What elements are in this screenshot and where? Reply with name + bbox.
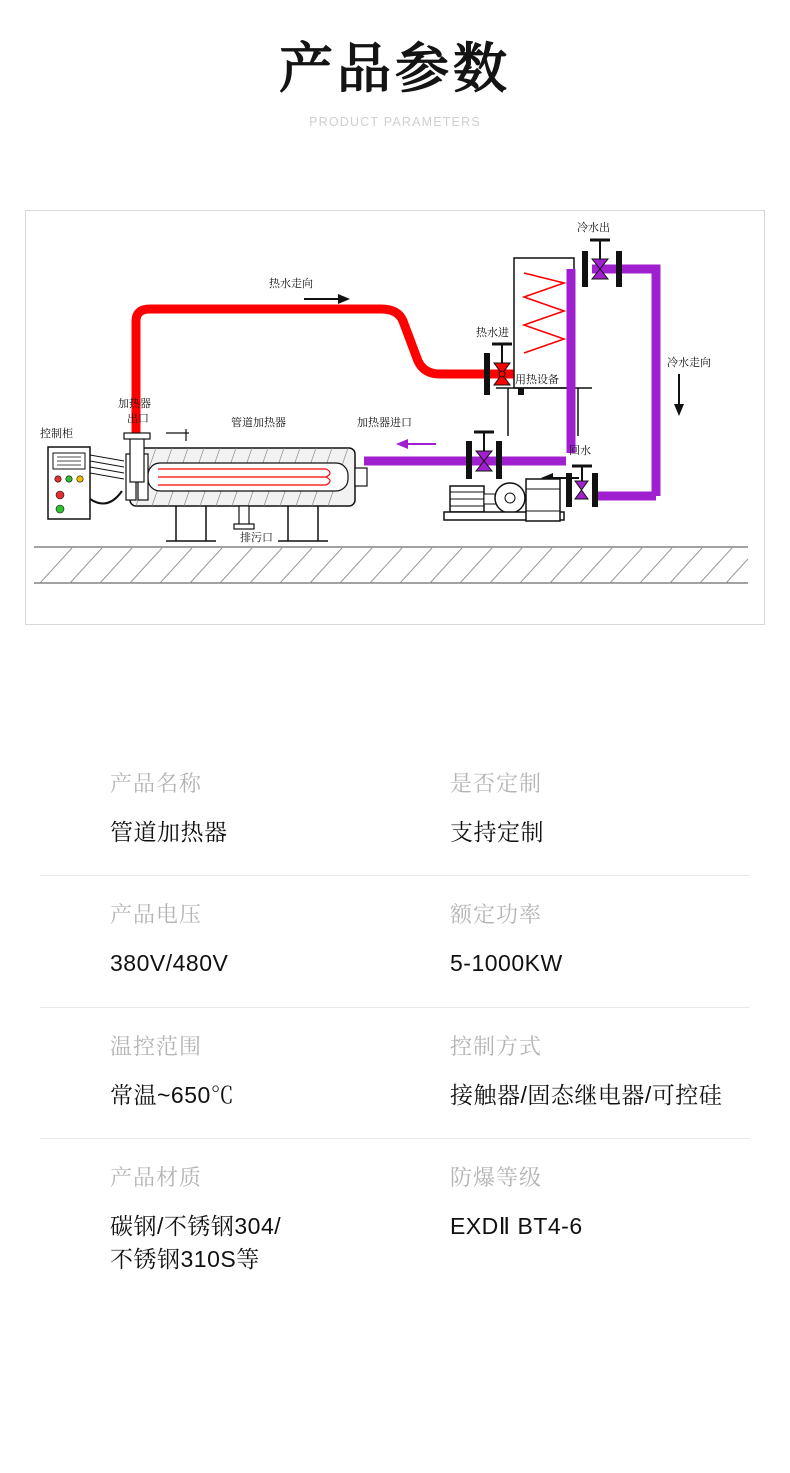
- hot-flow-arrow: [304, 294, 350, 304]
- spec-cell: [40, 1030, 395, 1112]
- pump-motor-assembly: [444, 479, 564, 521]
- system-diagram: [26, 211, 766, 624]
- spec-value: 管道加热器: [110, 819, 228, 845]
- cold-water-out-valve: [582, 240, 622, 287]
- table-row: [40, 1139, 750, 1303]
- product-spec-table: [40, 745, 750, 1303]
- cold-water-pipe: [571, 269, 656, 496]
- ground-hatch: [34, 547, 748, 583]
- return-valve: [566, 466, 598, 507]
- spec-label: 控制方式: [450, 1033, 543, 1059]
- spec-value: 支持定制: [450, 819, 544, 845]
- label-heater-outlet-line2: 出口: [127, 413, 149, 425]
- label-return-water: 回水: [569, 445, 591, 457]
- spec-cell: [40, 1161, 395, 1277]
- spec-label: 产品名称: [110, 771, 203, 796]
- spec-cell: [395, 1161, 750, 1277]
- heater-inlet-valve: [466, 432, 502, 479]
- spec-value: [110, 1210, 395, 1277]
- label-drain-outlet: 排污口: [240, 532, 273, 544]
- spec-cell: [40, 767, 395, 849]
- spec-label: 额定功率: [450, 902, 543, 928]
- label-control-cabinet: 控制柜: [40, 428, 73, 440]
- spec-label: 温控范围: [110, 1033, 203, 1059]
- label-hot-water-direction: 热水走向: [269, 278, 313, 290]
- pipeline-heater-vessel: [126, 448, 367, 541]
- table-row: [40, 876, 750, 1007]
- spec-cell: [395, 898, 750, 980]
- page-subtitle: PRODUCT PARAMETERS: [309, 115, 481, 130]
- spec-value: 接触器/固态继电器/可控硅: [450, 1081, 723, 1108]
- label-cold-water-direction: 冷水走向: [667, 357, 711, 369]
- spec-label: 产品材质: [110, 1165, 203, 1191]
- table-row: [40, 745, 750, 876]
- heat-equipment-unit: [496, 258, 592, 436]
- page-title: 产品参数: [279, 39, 511, 99]
- inlet-flow-arrow: [396, 439, 436, 449]
- spec-label: 是否定制: [450, 771, 543, 796]
- spec-value: 常温~650℃: [110, 1081, 235, 1108]
- spec-value: EXDⅡ BT4-6: [450, 1213, 583, 1240]
- system-diagram-panel: [25, 210, 765, 625]
- label-heater-outlet-line1: 加热器: [118, 398, 151, 410]
- spec-cell: [395, 1030, 750, 1112]
- spec-label: 产品电压: [110, 902, 203, 928]
- cold-flow-arrow: [674, 374, 684, 416]
- spec-cell: [395, 767, 750, 849]
- label-hot-water-in: 热水进: [476, 327, 509, 339]
- label-pipeline-heater: 管道加热器: [231, 417, 286, 429]
- control-cabinet: [48, 447, 124, 519]
- table-row: [40, 1008, 750, 1139]
- spec-value-line2: 不锈钢310S等: [110, 1246, 260, 1273]
- spec-label: 防爆等级: [450, 1165, 543, 1191]
- label-heater-inlet: 加热器进口: [357, 417, 412, 429]
- spec-value: 5-1000KW: [450, 950, 563, 977]
- label-cold-water-out: 冷水出: [577, 222, 610, 234]
- page-header: [0, 0, 790, 129]
- spec-cell: [40, 898, 395, 980]
- label-heat-equipment: 用热设备: [515, 374, 559, 386]
- spec-value-line1: 碳钢/不锈钢304/: [110, 1213, 282, 1240]
- spec-value: 380V/480V: [110, 950, 229, 977]
